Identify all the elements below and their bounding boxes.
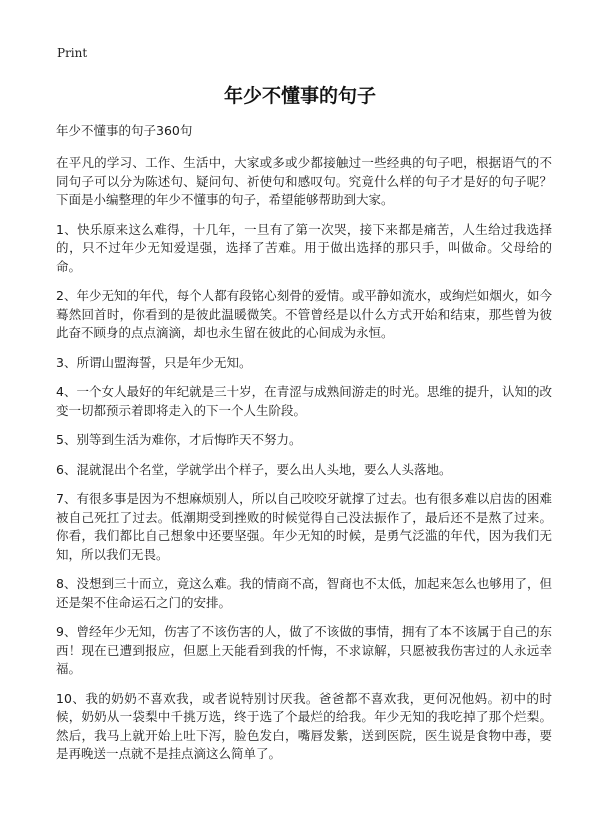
list-item: 8、没想到三十而立，竟这么难。我的情商不高，智商也不太低，加起来怎么也够用了，但还是架不住命运石之门的安排。 [56,576,552,610]
print-link[interactable]: Print [57,46,88,60]
list-item: 10、我的奶奶不喜欢我，或者说特别讨厌我。爸爸都不喜欢我，更何况他妈。初中的时候，奶奶从一袋梨中千挑万选，终于选了个最烂的给我。年少无知的我吃掉了那个烂梨。然后，我马上就开始上吐下泻，脸色发白，嘴唇发紫，送到医院，医生说是食物中毒，要是再晚送一点就不是挂点滴这么简单了。 [56,690,552,761]
list-item: 7、有很多事是因为不想麻烦别人，所以自己咬咬牙就撑了过去。也有很多难以启齿的困难被自己死扛了过去。低潮期受到挫败的时候觉得自己没法振作了，最后还不是熬了过来。你看，我们都比自己想象中还要坚强。年少无知的时候，是勇气泛滥的年代，因为我们无知，所以我们无畏。 [56,491,552,562]
intro-paragraph: 在平凡的学习、工作、生活中，大家或多或少都接触过一些经典的句子吧，根据语气的不同句子可以分为陈述句、疑问句、祈使句和感叹句。究竟什么样的句子才是好的句子呢？下面是小编整理的年少不懂事的句子，希望能够帮助到大家。 [56,155,552,207]
list-item: 5、别等到生活为难你，才后悔昨天不努力。 [56,432,302,447]
list-item: 2、年少无知的年代，每个人都有段铭心刻骨的爱情。或平静如流水，或绚烂如烟火，如今蓦然回首时，你看到的是彼此温暖微笑。不管曾经是以什么方式开始和结束，那些曾为彼此奋不顾身的点点滴滴，却也永生留在彼此的心间成为永恒。 [56,288,552,340]
list-item: 1、快乐原来这么难得，十几年，一旦有了第一次哭，接下来都是痛苦，人生给过我选择的，只不过年少无知爱逞强，选择了苦难。用于做出选择的那只手，叫做命。父母给的命。 [56,221,552,274]
list-item: 4、一个女人最好的年纪就是三十岁，在青涩与成熟间游走的时光。思维的提升，认知的改变一切都预示着即将走入的下一个人生阶段。 [56,384,552,418]
article-subtitle: 年少不懂事的句子360句 [56,123,193,138]
list-item: 6、混就混出个名堂，学就学出个样子，要么出人头地，要么人头落地。 [56,461,452,477]
list-item: 3、所谓山盟海誓，只是年少无知。 [56,354,252,370]
article-body [56,122,552,775]
list-item: 9、曾经年少无知，伤害了不该伤害的人，做了不该做的事情，拥有了本不该属于自己的东西！现在已遭到报应，但愿上天能看到我的忏悔，不求谅解，只愿被我伤害过的人永远幸福。 [56,624,552,676]
page-title: 年少不懂事的句子 [223,85,376,107]
